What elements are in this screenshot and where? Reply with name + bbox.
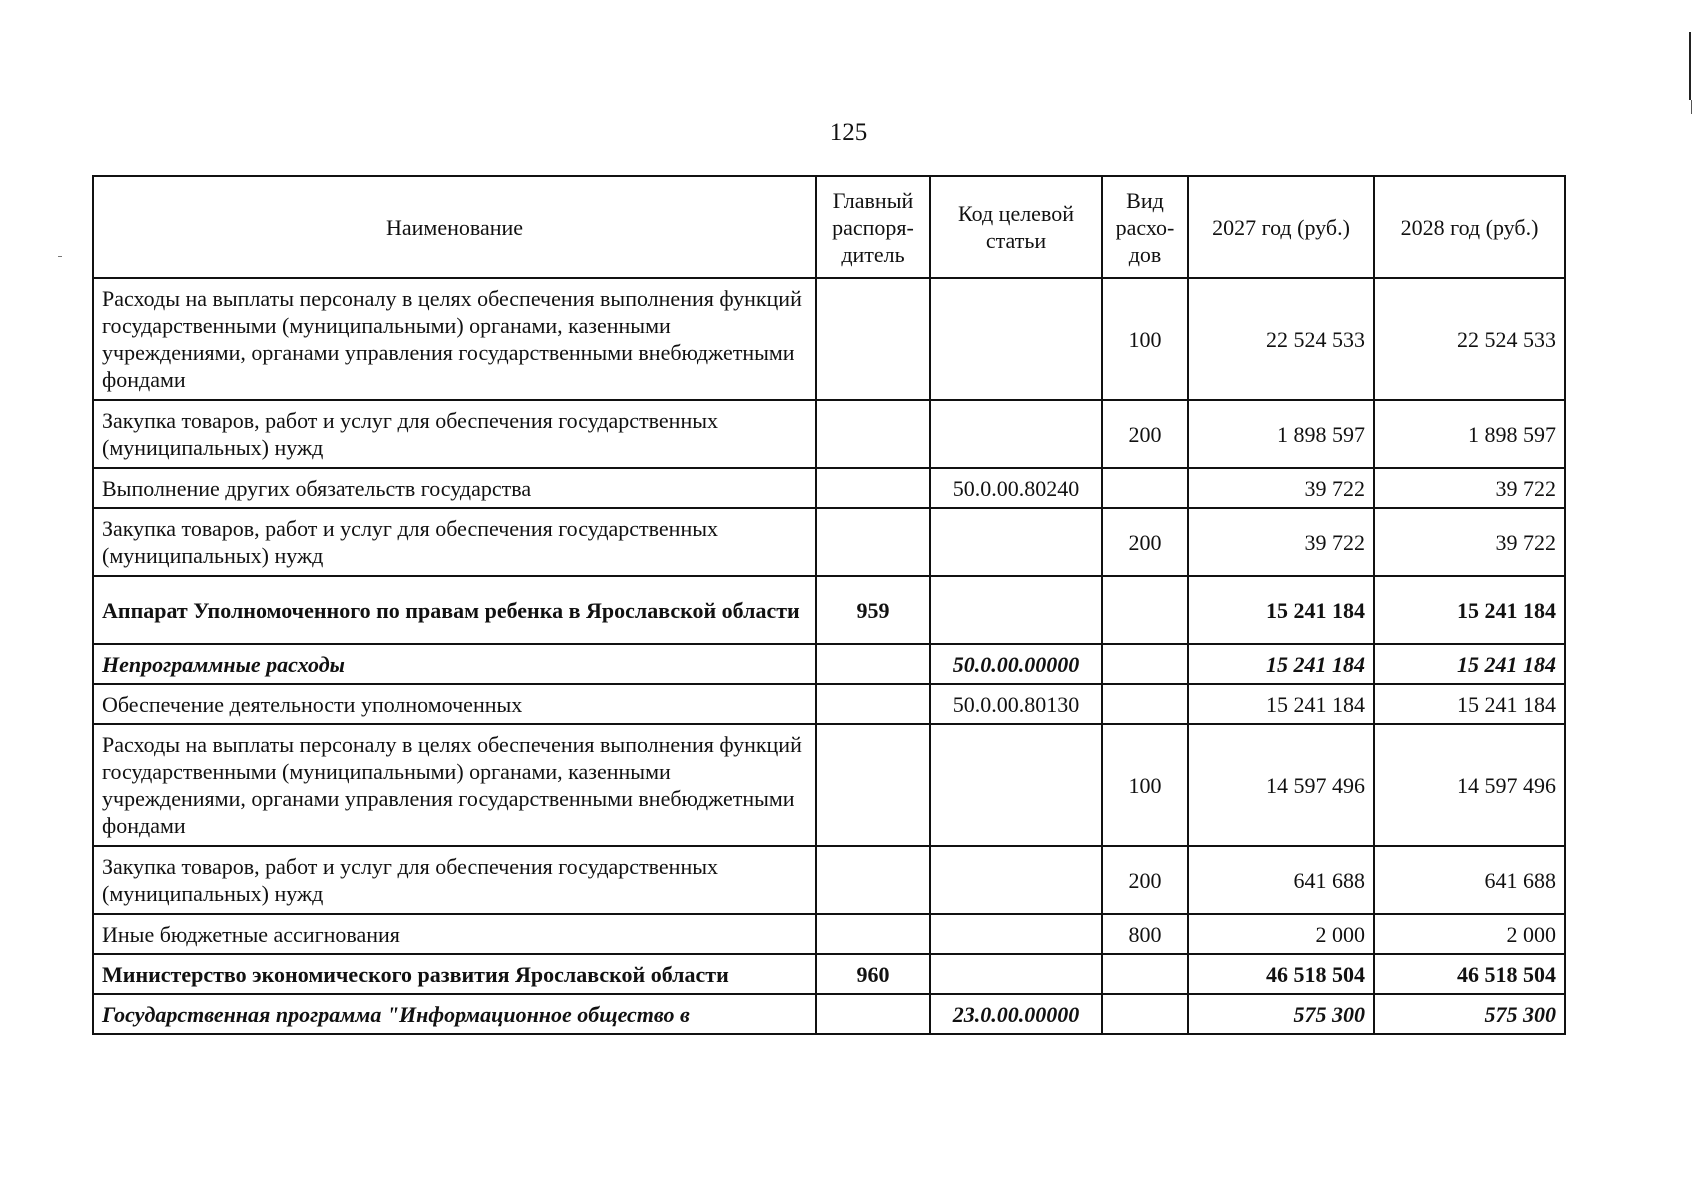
table-row — [93, 954, 1565, 994]
row-expense-type: 200 — [1102, 400, 1188, 468]
header-expense-type: Вид расхо-дов — [1102, 176, 1188, 278]
row-amount-2027: 2 000 — [1188, 914, 1374, 954]
row-expense-type: 200 — [1102, 508, 1188, 576]
row-name: Закупка товаров, работ и услуг для обеспечения государственных (муниципальных) нужд — [93, 508, 816, 576]
row-manager — [816, 846, 930, 914]
table-row — [93, 508, 1565, 576]
table-row — [93, 400, 1565, 468]
row-amount-2028: 39 722 — [1374, 508, 1565, 576]
row-expense-type — [1102, 954, 1188, 994]
row-name: Обеспечение деятельности уполномоченных — [93, 684, 816, 724]
row-amount-2028: 15 241 184 — [1374, 576, 1565, 644]
row-amount-2028: 46 518 504 — [1374, 954, 1565, 994]
row-amount-2027: 15 241 184 — [1188, 576, 1374, 644]
row-amount-2028: 14 597 496 — [1374, 724, 1565, 846]
row-amount-2028: 39 722 — [1374, 468, 1565, 508]
header-year-2028: 2028 год (руб.) — [1374, 176, 1565, 278]
row-name: Расходы на выплаты персоналу в целях обеспечения выполнения функций государственными (муниципальными) органами, казенными учреждениями, органами управления государственными внебюджетными фондами — [93, 724, 816, 846]
row-manager — [816, 468, 930, 508]
row-amount-2027: 46 518 504 — [1188, 954, 1374, 994]
row-name: Непрограммные расходы — [93, 644, 816, 684]
row-amount-2028: 15 241 184 — [1374, 684, 1565, 724]
row-amount-2027: 1 898 597 — [1188, 400, 1374, 468]
row-expense-type — [1102, 994, 1188, 1034]
row-target-code — [930, 846, 1102, 914]
row-target-code — [930, 278, 1102, 400]
table-row — [93, 994, 1565, 1034]
row-manager — [816, 684, 930, 724]
row-manager — [816, 508, 930, 576]
budget-table — [92, 175, 1566, 1035]
header-year-2027: 2027 год (руб.) — [1188, 176, 1374, 278]
row-target-code: 23.0.00.00000 — [930, 994, 1102, 1034]
row-name: Аппарат Уполномоченного по правам ребенка в Ярославской области — [93, 576, 816, 644]
row-name: Закупка товаров, работ и услуг для обеспечения государственных (муниципальных) нужд — [93, 400, 816, 468]
row-amount-2028: 15 241 184 — [1374, 644, 1565, 684]
row-name: Иные бюджетные ассигнования — [93, 914, 816, 954]
row-expense-type — [1102, 644, 1188, 684]
row-manager — [816, 724, 930, 846]
row-manager — [816, 994, 930, 1034]
row-expense-type — [1102, 468, 1188, 508]
row-target-code — [930, 576, 1102, 644]
scan-margin-speck — [58, 256, 62, 257]
row-amount-2028: 641 688 — [1374, 846, 1565, 914]
row-target-code: 50.0.00.80130 — [930, 684, 1102, 724]
row-name: Выполнение других обязательств государства — [93, 468, 816, 508]
header-manager: Главный распоря-дитель — [816, 176, 930, 278]
row-amount-2027: 39 722 — [1188, 508, 1374, 576]
row-manager: 960 — [816, 954, 930, 994]
row-manager — [816, 400, 930, 468]
row-name: Министерство экономического развития Ярославской области — [93, 954, 816, 994]
row-amount-2027: 39 722 — [1188, 468, 1374, 508]
row-amount-2028: 22 524 533 — [1374, 278, 1565, 400]
table-row — [93, 576, 1565, 644]
scan-edge-mark — [1689, 32, 1691, 100]
row-amount-2027: 15 241 184 — [1188, 644, 1374, 684]
row-amount-2027: 641 688 — [1188, 846, 1374, 914]
row-target-code — [930, 724, 1102, 846]
row-target-code — [930, 508, 1102, 576]
row-target-code — [930, 954, 1102, 994]
row-manager — [816, 644, 930, 684]
row-name: Государственная программа "Информационное общество в — [93, 994, 816, 1034]
header-name: Наименование — [93, 176, 816, 278]
row-target-code: 50.0.00.80240 — [930, 468, 1102, 508]
row-expense-type: 100 — [1102, 278, 1188, 400]
row-manager — [816, 914, 930, 954]
row-name: Расходы на выплаты персоналу в целях обеспечения выполнения функций государственными (муниципальными) органами, казенными учреждениями, органами управления государственными внебюджетными фондами — [93, 278, 816, 400]
row-manager: 959 — [816, 576, 930, 644]
row-amount-2028: 2 000 — [1374, 914, 1565, 954]
table-row — [93, 468, 1565, 508]
row-name: Закупка товаров, работ и услуг для обеспечения государственных (муниципальных) нужд — [93, 846, 816, 914]
row-expense-type: 200 — [1102, 846, 1188, 914]
row-expense-type: 100 — [1102, 724, 1188, 846]
table-row — [93, 684, 1565, 724]
table-row — [93, 724, 1565, 846]
page-number: 125 — [829, 119, 868, 146]
table-row — [93, 644, 1565, 684]
header-target-code: Код целевой статьи — [930, 176, 1102, 278]
row-target-code — [930, 914, 1102, 954]
row-manager — [816, 278, 930, 400]
table-row — [93, 914, 1565, 954]
row-expense-type — [1102, 576, 1188, 644]
header-row — [93, 176, 1565, 278]
table-row — [93, 278, 1565, 400]
row-amount-2027: 22 524 533 — [1188, 278, 1374, 400]
row-amount-2027: 15 241 184 — [1188, 684, 1374, 724]
row-amount-2028: 575 300 — [1374, 994, 1565, 1034]
row-amount-2027: 575 300 — [1188, 994, 1374, 1034]
row-expense-type: 800 — [1102, 914, 1188, 954]
row-amount-2027: 14 597 496 — [1188, 724, 1374, 846]
row-target-code: 50.0.00.00000 — [930, 644, 1102, 684]
scan-edge-mark-lower — [1691, 100, 1692, 114]
row-amount-2028: 1 898 597 — [1374, 400, 1565, 468]
row-expense-type — [1102, 684, 1188, 724]
table-row — [93, 846, 1565, 914]
row-target-code — [930, 400, 1102, 468]
